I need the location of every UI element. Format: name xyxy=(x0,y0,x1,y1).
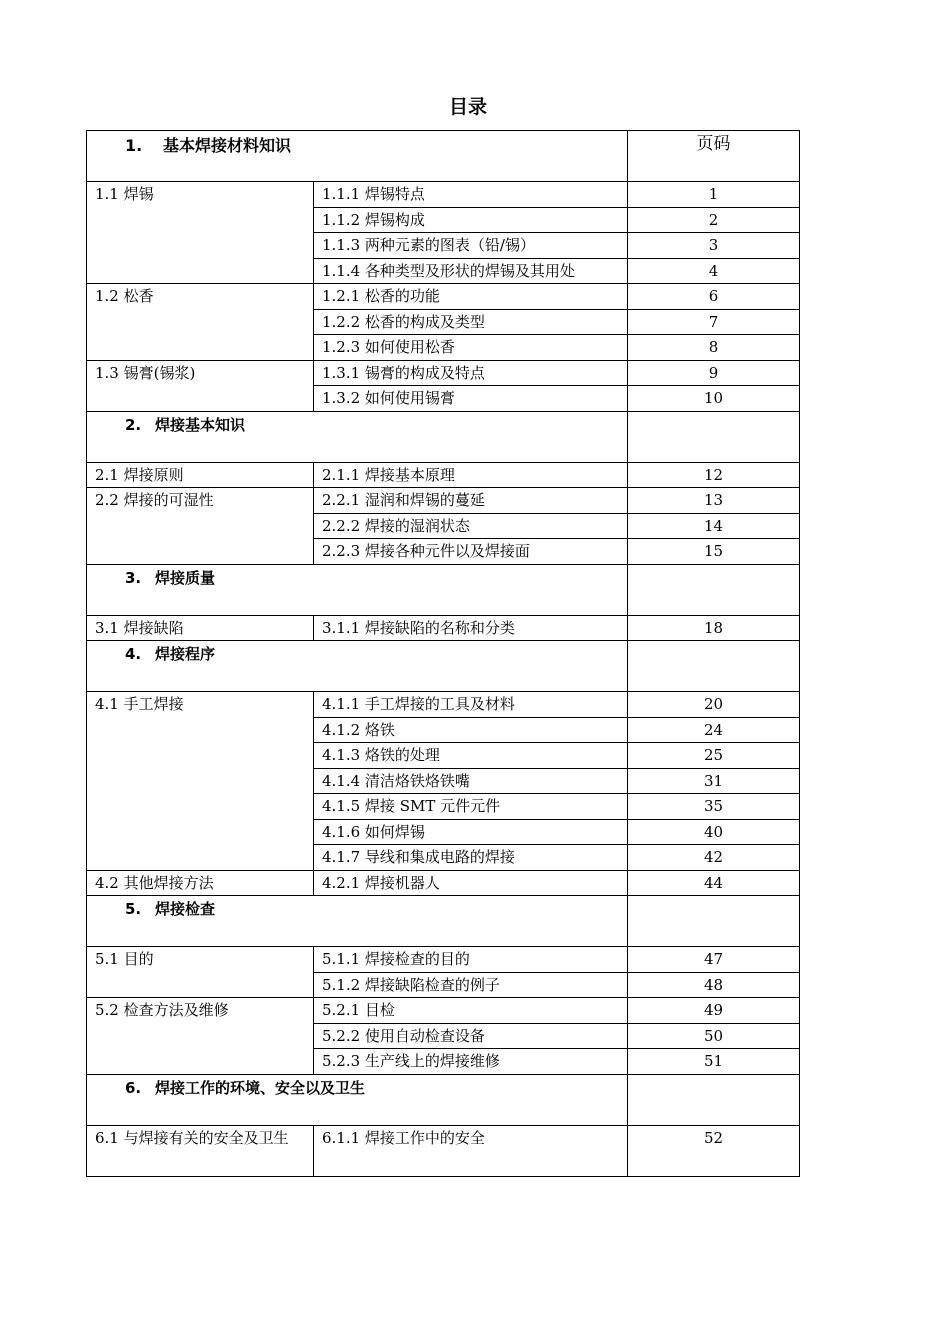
toc-section-title xyxy=(87,896,628,947)
toc-entry-page: 35 xyxy=(628,794,800,820)
toc-entry-label: 5.1.1 焊接检查的目的 xyxy=(314,947,628,973)
toc-entry-label: 2.2.3 焊接各种元件以及焊接面 xyxy=(314,539,628,565)
toc-entry-row xyxy=(87,284,800,310)
section-number: 4. xyxy=(125,645,142,663)
section-number: 2. xyxy=(125,415,142,434)
toc-entry-label: 2.2.1 湿润和焊锡的蔓延 xyxy=(314,488,628,514)
toc-group-label: 5.2 检查方法及维修 xyxy=(87,998,314,1075)
toc-entry-page: 8 xyxy=(628,335,800,361)
toc-entry-page: 13 xyxy=(628,488,800,514)
toc-entry-row xyxy=(87,360,800,386)
section-number: 5. xyxy=(125,900,142,918)
toc-section-row xyxy=(87,1074,800,1125)
toc-entry-page: 18 xyxy=(628,615,800,641)
toc-entry-label: 5.2.2 使用自动检查设备 xyxy=(314,1023,628,1049)
toc-entry-label: 1.2.3 如何使用松香 xyxy=(314,335,628,361)
toc-entry-page: 12 xyxy=(628,462,800,488)
toc-entry-page: 31 xyxy=(628,768,800,794)
section-number: 1. xyxy=(125,136,143,155)
section-number: 3. xyxy=(125,568,142,587)
toc-entry-label: 5.1.2 焊接缺陷检查的例子 xyxy=(314,972,628,998)
section-title: 焊接工作的环境、安全以及卫生 xyxy=(155,1078,366,1097)
toc-entry-page: 1 xyxy=(628,182,800,208)
toc-entry-label: 4.1.1 手工焊接的工具及材料 xyxy=(314,692,628,718)
toc-entry-row xyxy=(87,182,800,208)
toc-entry-page: 14 xyxy=(628,513,800,539)
toc-entry-page: 47 xyxy=(628,947,800,973)
toc-entry-page: 6 xyxy=(628,284,800,310)
toc-section-row xyxy=(87,641,800,692)
toc-entry-page: 3 xyxy=(628,233,800,259)
section-page-cell xyxy=(628,564,800,615)
toc-section-title xyxy=(87,641,628,692)
toc-entry-row xyxy=(87,947,800,973)
toc-entry-row xyxy=(87,998,800,1024)
toc-entry-row xyxy=(87,462,800,488)
toc-section-row xyxy=(87,564,800,615)
toc-entry-label: 2.1.1 焊接基本原理 xyxy=(314,462,628,488)
toc-section-row xyxy=(87,131,800,182)
toc-entry-page: 24 xyxy=(628,717,800,743)
toc-entry-page: 48 xyxy=(628,972,800,998)
toc-section-title xyxy=(87,1074,628,1125)
toc-group-label: 6.1 与焊接有关的安全及卫生 xyxy=(87,1125,314,1176)
toc-entry-page: 40 xyxy=(628,819,800,845)
section-title: 焊接程序 xyxy=(155,645,216,663)
toc-entry-row xyxy=(87,1125,800,1176)
toc-section-title xyxy=(87,564,628,615)
toc-entry-page: 49 xyxy=(628,998,800,1024)
toc-entry-label: 2.2.2 焊接的湿润状态 xyxy=(314,513,628,539)
toc-entry-label: 5.2.1 目检 xyxy=(314,998,628,1024)
toc-entry-label: 4.1.5 焊接 SMT 元件元件 xyxy=(314,794,628,820)
page-column-header: 页码 xyxy=(628,131,800,182)
toc-entry-label: 1.1.4 各种类型及形状的焊锡及其用处 xyxy=(314,258,628,284)
toc-entry-page: 15 xyxy=(628,539,800,565)
section-page-cell xyxy=(628,411,800,462)
toc-entry-label: 1.1.3 两种元素的图表（铅/锡） xyxy=(314,233,628,259)
toc-entry-page: 2 xyxy=(628,207,800,233)
section-title: 基本焊接材料知识 xyxy=(163,136,292,155)
toc-entry-page: 20 xyxy=(628,692,800,718)
toc-group-label: 1.3 锡膏(锡浆) xyxy=(87,360,314,411)
toc-entry-label: 1.1.2 焊锡构成 xyxy=(314,207,628,233)
toc-section-row xyxy=(87,411,800,462)
section-page-cell xyxy=(628,1074,800,1125)
toc-group-label: 1.1 焊锡 xyxy=(87,182,314,284)
toc-table xyxy=(86,130,800,1177)
toc-entry-row xyxy=(87,692,800,718)
toc-section-title xyxy=(87,131,628,182)
toc-entry-page: 50 xyxy=(628,1023,800,1049)
toc-entry-label: 5.2.3 生产线上的焊接维修 xyxy=(314,1049,628,1075)
toc-entry-label: 6.1.1 焊接工作中的安全 xyxy=(314,1125,628,1176)
toc-entry-label: 4.2.1 焊接机器人 xyxy=(314,870,628,896)
toc-entry-label: 1.2.2 松香的构成及类型 xyxy=(314,309,628,335)
toc-entry-label: 4.1.2 烙铁 xyxy=(314,717,628,743)
toc-entry-page: 42 xyxy=(628,845,800,871)
toc-entry-label: 1.3.1 锡膏的构成及特点 xyxy=(314,360,628,386)
toc-entry-page: 9 xyxy=(628,360,800,386)
toc-entry-label: 4.1.4 清洁烙铁烙铁嘴 xyxy=(314,768,628,794)
toc-group-label: 2.1 焊接原则 xyxy=(87,462,314,488)
toc-entry-page: 4 xyxy=(628,258,800,284)
toc-entry-row xyxy=(87,615,800,641)
toc-section-title xyxy=(87,411,628,462)
toc-group-label: 5.1 目的 xyxy=(87,947,314,998)
toc-entry-page: 44 xyxy=(628,870,800,896)
toc-group-label: 2.2 焊接的可湿性 xyxy=(87,488,314,565)
section-page-cell xyxy=(628,896,800,947)
toc-entry-label: 4.1.7 导线和集成电路的焊接 xyxy=(314,845,628,871)
page-title: 目录 xyxy=(448,96,487,118)
toc-group-label: 1.2 松香 xyxy=(87,284,314,361)
section-title: 焊接基本知识 xyxy=(155,415,246,434)
section-title: 焊接质量 xyxy=(155,568,216,587)
toc-entry-page: 52 xyxy=(628,1125,800,1176)
section-number: 6. xyxy=(125,1078,142,1097)
section-page-cell xyxy=(628,641,800,692)
toc-entry-page: 7 xyxy=(628,309,800,335)
toc-body xyxy=(87,131,800,1177)
section-title: 焊接检查 xyxy=(155,900,216,918)
toc-group-label: 3.1 焊接缺陷 xyxy=(87,615,314,641)
toc-entry-page: 51 xyxy=(628,1049,800,1075)
toc-entry-label: 4.1.6 如何焊锡 xyxy=(314,819,628,845)
toc-entry-label: 1.3.2 如何使用锡膏 xyxy=(314,386,628,412)
toc-group-label: 4.1 手工焊接 xyxy=(87,692,314,871)
toc-entry-label: 1.1.1 焊锡特点 xyxy=(314,182,628,208)
toc-entry-label: 3.1.1 焊接缺陷的名称和分类 xyxy=(314,615,628,641)
toc-entry-label: 4.1.3 烙铁的处理 xyxy=(314,743,628,769)
toc-entry-row xyxy=(87,870,800,896)
toc-entry-label: 1.2.1 松香的功能 xyxy=(314,284,628,310)
toc-entry-row xyxy=(87,488,800,514)
toc-section-row xyxy=(87,896,800,947)
toc-group-label: 4.2 其他焊接方法 xyxy=(87,870,314,896)
toc-entry-page: 10 xyxy=(628,386,800,412)
toc-entry-page: 25 xyxy=(628,743,800,769)
